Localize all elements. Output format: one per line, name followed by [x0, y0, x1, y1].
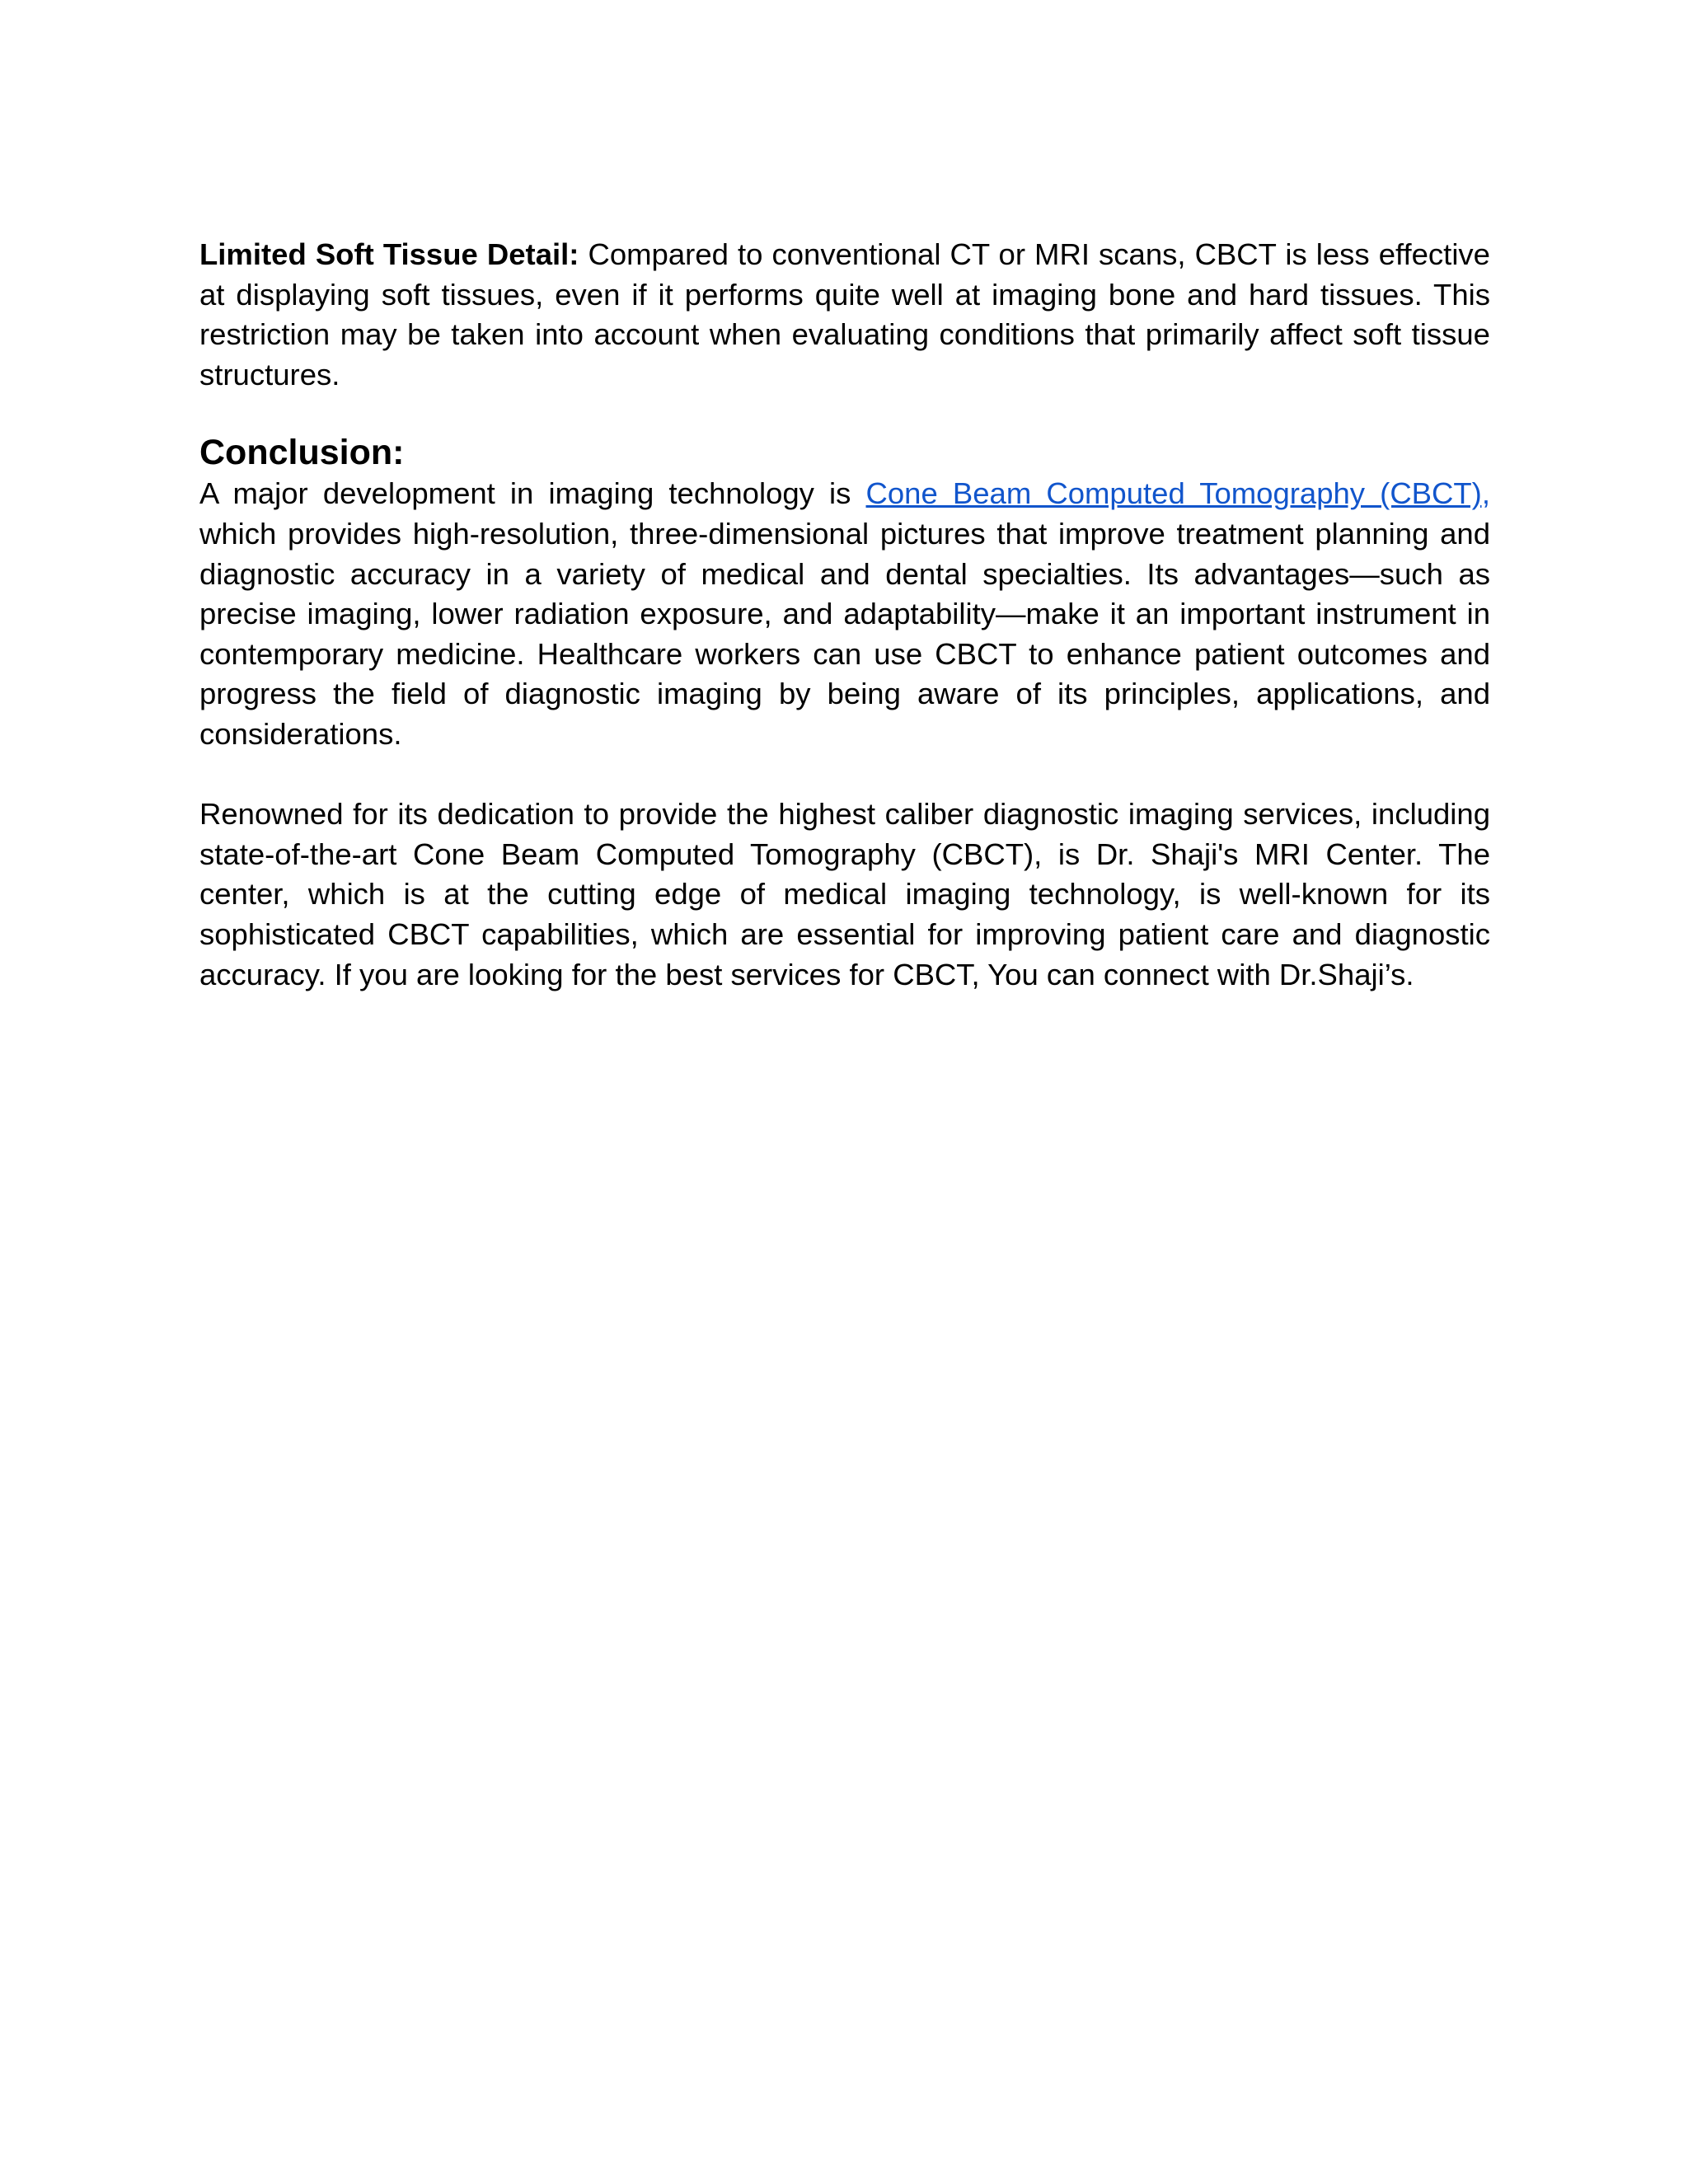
- limitation-paragraph: [199, 235, 1490, 395]
- conclusion-heading: Conclusion:: [199, 433, 405, 473]
- conclusion-paragraph: [199, 474, 1490, 754]
- limitation-text: Compared to conventional CT or MRI scans, CBCT is less effective at displaying soft tissues, even if it performs quite well at imaging bone and hard tissues. This restriction may be taken into account when evaluating conditions that primarily affect soft tissue structures.: [199, 237, 1490, 391]
- conclusion-intro: A major development in imaging technology is: [199, 476, 866, 511]
- cbct-link[interactable]: Cone Beam Computed Tomography (CBCT),: [865, 476, 1490, 511]
- paragraph-spacer: [199, 755, 1490, 795]
- document-page: [199, 235, 1490, 995]
- conclusion-body: which provides high-resolution, three-dimensional pictures that improve treatment planning and diagnostic accuracy in a variety of medical and dental specialties. Its advantages—such as precise imaging, lower radiation exposure, and adaptability—make it an important instrument in contemporary medicine. Healthcare workers can use CBCT to enhance patient outcomes and progress the field of diagnostic imaging by being aware of its principles, applications, and considerations.: [199, 516, 1490, 751]
- closing-paragraph: Renowned for its dedication to provide the highest caliber diagnostic imaging services, including state-of-the-art Cone Beam Computed Tomography (CBCT), is Dr. Shaji's MRI Center. The center, which is at the cutting edge of medical imaging technology, is well-known for its sophisticated CBCT capabilities, which are essential for improving patient care and diagnostic accuracy. If you are looking for the best services for CBCT, You can connect with Dr.Shaji’s.: [199, 797, 1490, 991]
- limitation-label: Limited Soft Tissue Detail:: [199, 237, 579, 271]
